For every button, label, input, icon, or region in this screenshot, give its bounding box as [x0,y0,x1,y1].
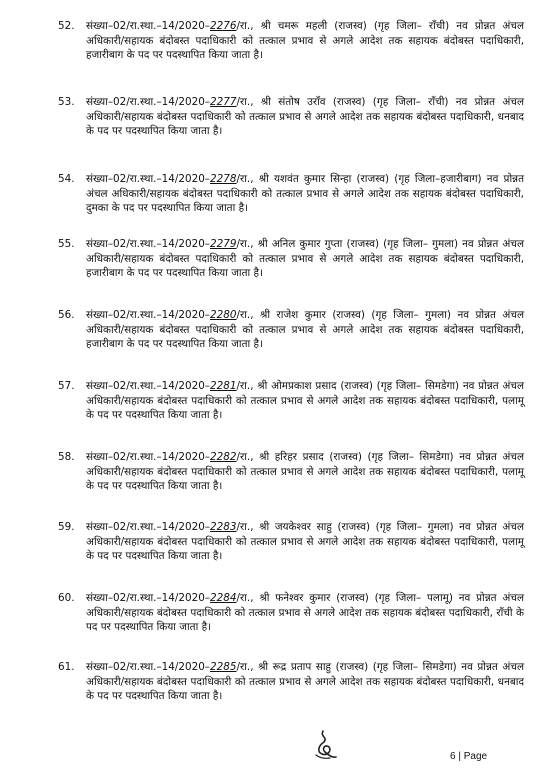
order-entry [58,95,524,139]
order-text: /रा., श्री चमरू महली (राजस्व) (गृह जिला– राँची) नव प्रोन्नत अंचल अधिकारी/सहायक बंदोबस्त पदाधिकारी को तत्काल प्रभाव से अगले आदेश तक सहायक बंदोबस्त पदाधिकारी, हजारीबाग के पद पर पदस्थापित किया जाता है। [86,20,524,62]
signature-mark [312,727,338,761]
order-entry [58,237,524,281]
order-prefix: संख्या–02/रा.स्था.–14/2020– [86,20,211,32]
order-entry [58,19,524,63]
order-number: 2283 [210,521,237,533]
order-number: 2285 [210,661,237,673]
order-prefix: संख्या–02/रा.स्था.–14/2020– [86,592,211,604]
order-text: /रा., श्री हरिहर प्रसाद (राजस्व) (गृह जिला– सिमडेगा) नव प्रोन्नत अंचल अधिकारी/सहायक बंदोबस्त पदाधिकारी को तत्काल प्रभाव से अगले आदेश तक सहायक बंदोबस्त पदाधिकारी, पलामू के पद पर पदस्थापित किया जाता है। [86,451,524,493]
order-text: /रा., श्री संतोष उराँव (राजस्व) (गृह जिला– राँची) नव प्रोन्नत अंचल अधिकारी/सहायक बंदोबस्त पदाधिकारी को तत्काल प्रभाव से अगले आदेश तक सहायक बंदोबस्त पदाधिकारी, धनबाद के पद पर पदस्थापित किया जाता है। [86,96,524,138]
order-entry [58,308,524,352]
entry-number: 52. [58,20,75,32]
order-number: 2278 [210,173,237,185]
order-number: 2276 [210,20,237,32]
order-entry [58,591,524,635]
order-number: 2279 [210,238,237,250]
entry-number: 60. [58,592,75,604]
order-number: 2281 [210,380,237,392]
order-prefix: संख्या–02/रा.स्था.–14/2020– [86,521,211,533]
entry-number: 59. [58,521,75,533]
order-number: 2282 [210,451,237,463]
order-text: /रा., श्री जयकेश्वर साहु (राजस्व) (गृह जिला– गुमला) नव प्रोन्नत अंचल अधिकारी/सहायक बंदोबस्त पदाधिकारी को तत्काल प्रभाव से अगले आदेश तक सहायक बंदोबस्त पदाधिकारी, पलामू के पद पर पदस्थापित किया जाता है। [86,521,524,563]
order-prefix: संख्या–02/रा.स्था.–14/2020– [86,380,211,392]
entry-number: 54. [58,173,75,185]
order-number: 2280 [210,309,237,321]
order-prefix: संख्या–02/रा.स्था.–14/2020– [86,309,211,321]
order-text: /रा., श्री ओमप्रकाश प्रसाद (राजस्व) (गृह जिला– सिमडेगा) नव प्रोन्नत अंचल अधिकारी/सहायक बंदोबस्त पदाधिकारी को तत्काल प्रभाव से अगले आदेश तक सहायक बंदोबस्त पदाधिकारी, पलामू के पद पर पदस्थापित किया जाता है। [86,380,524,422]
order-entry [58,379,524,423]
order-text: /रा., श्री अनिल कुमार गुप्ता (राजस्व) (गृह जिला– गुमला) नव प्रोन्नत अंचल अधिकारी/सहायक बंदोबस्त पदाधिकारी को तत्काल प्रभाव से अगले आदेश तक सहायक बंदोबस्त पदाधिकारी, हजारीबाग के पद पर पदस्थापित किया जाता है। [86,238,524,280]
entry-number: 55. [58,238,75,250]
entry-number: 57. [58,380,75,392]
entry-number: 58. [58,451,75,463]
page-number: 6 | Page [450,751,488,762]
entry-number: 53. [58,96,75,108]
order-text: /रा., श्री फनेश्वर कुमार (राजस्व) (गृह जिला– पलामू) नव प्रोन्नत अंचल अधिकारी/सहायक बंदोबस्त पदाधिकारी को तत्काल प्रभाव से अगले आदेश तक सहायक बंदोबस्त पदाधिकारी, राँची के पद पर पदस्थापित किया जाता है। [86,592,524,634]
order-entry [58,520,524,564]
order-prefix: संख्या–02/रा.स्था.–14/2020– [86,238,211,250]
order-entry [58,172,524,216]
order-entry [58,660,524,704]
order-prefix: संख्या–02/रा.स्था.–14/2020– [86,96,211,108]
order-number: 2277 [210,96,237,108]
order-prefix: संख्या–02/रा.स्था.–14/2020– [86,173,211,185]
order-entry [58,450,524,494]
order-text: /रा., श्री यशवंत कुमार सिन्हा (राजस्व) (गृह जिला–हजारीबाग) नव प्रोन्नत अंचल अधिकारी/सहायक बंदोबस्त पदाधिकारी को तत्काल प्रभाव से अगले आदेश तक सहायक बंदोबस्त पदाधिकारी, दुमका के पद पर पदस्थापित किया जाता है। [86,173,524,215]
order-prefix: संख्या–02/रा.स्था.–14/2020– [86,661,211,673]
entry-number: 56. [58,309,75,321]
order-prefix: संख्या–02/रा.स्था.–14/2020– [86,451,211,463]
entry-number: 61. [58,661,75,673]
order-text: /रा., श्री रूद्र प्रताप साहु (राजस्व) (गृह जिला– सिमडेगा) नव प्रोन्नत अंचल अधिकारी/सहायक बंदोबस्त पदाधिकारी को तत्काल प्रभाव से अगले आदेश तक सहायक बंदोबस्त पदाधिकारी, धनबाद के पद पर पदस्थापित किया जाता है। [86,661,524,703]
order-number: 2284 [210,592,237,604]
order-text: /रा., श्री राजेश कुमार (राजस्व) (गृह जिला– गुमला) नव प्रोन्नत अंचल अधिकारी/सहायक बंदोबस्त पदाधिकारी को तत्काल प्रभाव से अगले आदेश तक सहायक बंदोबस्त पदाधिकारी, हजारीबाग के पद पर पदस्थापित किया जाता है। [86,309,524,351]
